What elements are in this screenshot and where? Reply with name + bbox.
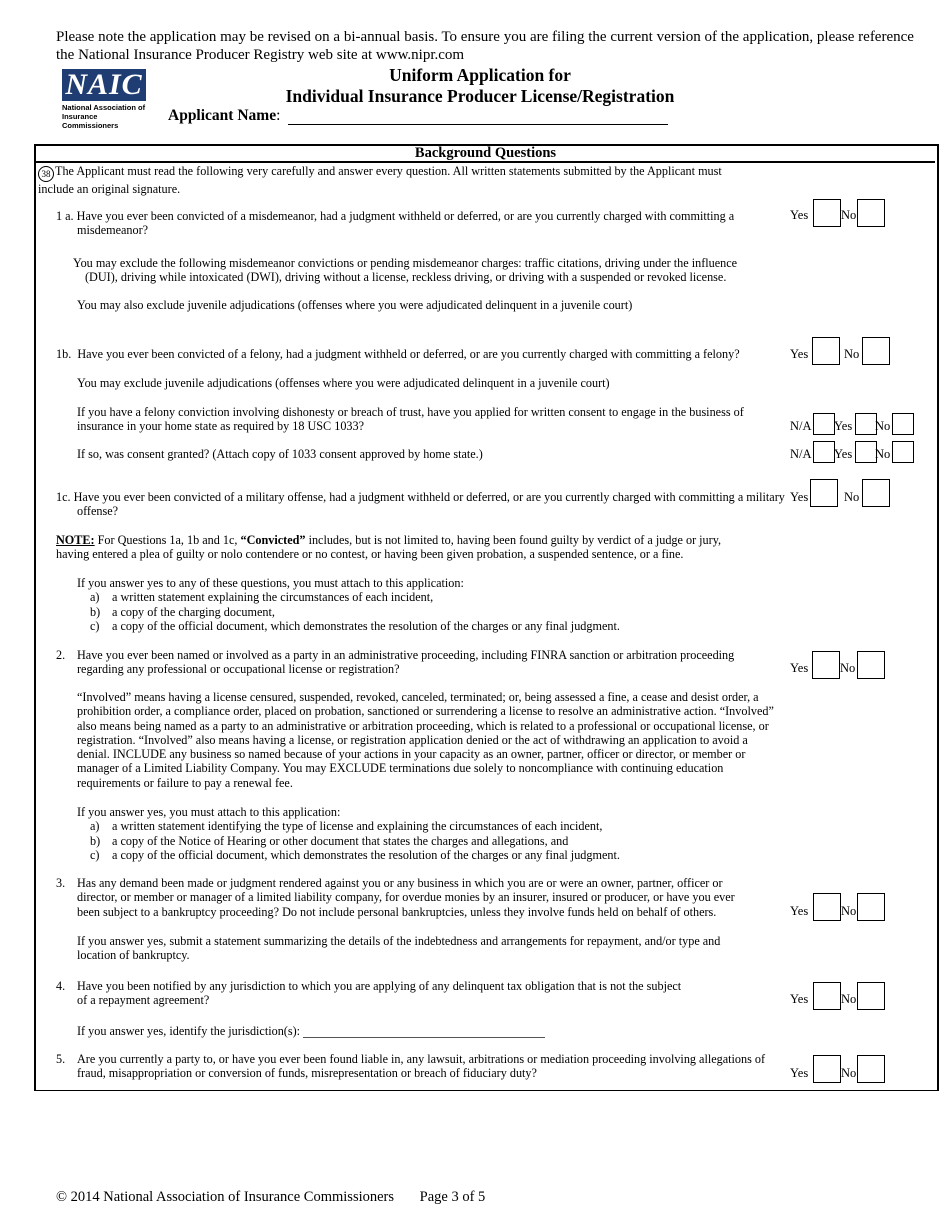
q1b-yes-checkbox[interactable] bbox=[812, 337, 840, 365]
list-item: a) a written statement explaining the circumstances of each incident, bbox=[90, 590, 434, 605]
yes-label: Yes bbox=[790, 208, 809, 222]
yes-label: Yes bbox=[790, 904, 809, 918]
jurisdiction-line[interactable] bbox=[303, 1026, 545, 1038]
attachment-list bbox=[90, 590, 767, 633]
q5-number: 5. bbox=[56, 1052, 66, 1066]
no-label: No bbox=[840, 661, 856, 675]
q2-attachments: If you answer yes, you must attach to this application: a) a written statement identifying the type of license and explaining the circumstances of each incident, b) a copy of the Notice of Hearing or other document that states the charges and allegations, and c) a copy of the official document, which demonstrates the resolution of the charges or any final judgment. bbox=[77, 805, 767, 862]
q1b-consent-na-checkbox[interactable] bbox=[813, 413, 835, 435]
question-1a: 1 a. Have you ever been convicted of a misdemeanor, had a judgment withheld or deferred, or are you currently charged with committing a misdemeanor? bbox=[56, 209, 735, 238]
q1b-no-checkbox[interactable] bbox=[862, 337, 890, 365]
no-label: No bbox=[875, 419, 891, 433]
q1a-yes-checkbox[interactable] bbox=[813, 199, 841, 227]
no-label: No bbox=[875, 447, 891, 461]
conviction-attachments: If you answer yes to any of these questions, you must attach to this application: a) a written statement explaining the circumstances of each incident, b) a copy of the charging document, c) a copy of the official document, which demonstrates the resolution of the charges or any final judgment. bbox=[77, 576, 767, 633]
question-3: Has any demand been made or judgment rendered against you or any business in which you are or were an owner, partner, officer or director, or member or manager of a limited liability company, for overdue monies by an insurer, insured or producer, or have you ever been subject to a bankruptcy proceeding? Do not include personal bankruptcies, unless they involve funds held on behalf of others. bbox=[77, 876, 735, 919]
yes-label: Yes bbox=[834, 447, 853, 461]
q1b-consent-granted: If so, was consent granted? (Attach copy of 1033 consent approved by home state.) bbox=[77, 447, 483, 461]
item-number-badge: 38 bbox=[38, 166, 54, 182]
q1a-no-checkbox[interactable] bbox=[857, 199, 885, 227]
question-4: Have you been notified by any jurisdiction to which you are applying of any delinquent tax obligation that is not the subject of a repayment agreement? bbox=[77, 979, 682, 1008]
no-label: No bbox=[841, 904, 857, 918]
conviction-note: NOTE: For Questions 1a, 1b and 1c, “Convicted” includes, but is not limited to, having been found guilty by verdict of a judge or jury, having entered a plea of guilty or nolo contendere or no contest, or having been given probation, a suspended sentence, or a fine. bbox=[56, 533, 722, 562]
page-number: Page 3 of 5 bbox=[419, 1189, 486, 1205]
applicant-name-line[interactable] bbox=[288, 110, 668, 125]
q1b-granted-yes-checkbox[interactable] bbox=[855, 441, 877, 463]
q1c-yes-checkbox[interactable] bbox=[810, 479, 838, 507]
copyright: © 2014 National Association of Insurance Commissioners bbox=[56, 1189, 395, 1205]
q1b-consent-question: If you have a felony conviction involving dishonesty or breach of trust, have you applied for written consent to engage in the business of insurance in your home state as required by 18 USC 1033? bbox=[77, 405, 744, 434]
q2-number: 2. bbox=[56, 648, 66, 662]
no-label: No bbox=[841, 208, 857, 222]
q1b-consent-yes-checkbox[interactable] bbox=[855, 413, 877, 435]
section-intro: 38 The Applicant must read the following very carefully and answer every question. All written statements submitted by the Applicant must include an original signature. bbox=[38, 164, 722, 197]
section-heading: Background Questions bbox=[36, 145, 935, 163]
q1a-exclusion-note: You may exclude the following misdemeanor convictions or pending misdemeanor charges: traffic citations, driving under the influence (DUI), driving while intoxicated (DWI), driving without a license, reckless driving, or driving with a suspended or revoked license. bbox=[73, 256, 738, 285]
q4-number: 4. bbox=[56, 979, 66, 993]
page-footer bbox=[56, 1189, 485, 1206]
q1a-juvenile-note: You may also exclude juvenile adjudications (offenses where you were adjudicated delinquent in a juvenile court) bbox=[77, 298, 633, 312]
form-title: Uniform Application for Individual Insurance Producer License/Registration bbox=[285, 65, 675, 106]
no-label: No bbox=[841, 992, 857, 1006]
q5-yes-checkbox[interactable] bbox=[813, 1055, 841, 1083]
na-label: N/A bbox=[790, 447, 812, 461]
list-item: b) a copy of the Notice of Hearing or other document that states the charges and allegations, and bbox=[90, 833, 569, 848]
yes-label: Yes bbox=[790, 661, 809, 675]
q4-yes-checkbox[interactable] bbox=[813, 982, 841, 1010]
revision-notice: Please note the application may be revised on a bi-annual basis. To ensure you are filing the current version of the application, please reference the National Insurance Producer Registry web site at www.nipr.com bbox=[56, 29, 914, 63]
list-item: c) a copy of the official document, which demonstrates the resolution of the charges or any final judgment. bbox=[90, 618, 620, 633]
yes-label: Yes bbox=[790, 347, 809, 361]
question-5: Are you currently a party to, or have you ever been found liable in, any lawsuit, arbitrations or mediation proceeding involving allegations of fraud, misappropriation or conversion of funds, misrepresentation or breach of fiduciary duty? bbox=[77, 1052, 766, 1081]
q4-no-checkbox[interactable] bbox=[857, 982, 885, 1010]
q1b-consent-no-checkbox[interactable] bbox=[892, 413, 914, 435]
question-2: Have you ever been named or involved as a party in an administrative proceeding, including FINRA sanction or arbitration proceeding regarding any professional or occupational license or registration? bbox=[77, 648, 735, 677]
q5-no-checkbox[interactable] bbox=[857, 1055, 885, 1083]
question-1c: 1c. Have you ever been convicted of a military offense, had a judgment withheld or deferred, or are you currently charged with committing a military offense? bbox=[56, 490, 785, 519]
yes-label: Yes bbox=[790, 1066, 809, 1080]
yes-label: Yes bbox=[834, 419, 853, 433]
no-label: No bbox=[844, 490, 860, 504]
q1b-granted-na-checkbox[interactable] bbox=[813, 441, 835, 463]
q2-yes-checkbox[interactable] bbox=[812, 651, 840, 679]
list-item: a) a written statement identifying the type of license and explaining the circumstances of each incident, bbox=[90, 819, 603, 834]
applicant-name-field[interactable]: Applicant Name: bbox=[168, 107, 668, 125]
jurisdiction-field[interactable]: If you answer yes, identify the jurisdiction(s): bbox=[77, 1024, 637, 1038]
q2-no-checkbox[interactable] bbox=[857, 651, 885, 679]
list-item: c) a copy of the official document, which demonstrates the resolution of the charges or any final judgment. bbox=[90, 847, 620, 862]
q1c-no-checkbox[interactable] bbox=[862, 479, 890, 507]
list-item: b) a copy of the charging document, bbox=[90, 604, 275, 619]
logo-subtitle: National Association of Insurance Commissioners bbox=[62, 103, 146, 130]
attachment-list bbox=[90, 819, 767, 862]
involved-definition: “Involved” means having a license censured, suspended, revoked, canceled, terminated; or, being assessed a fine, a cease and desist order, a prohibition order, a compliance order, placed on probation, sanctioned or surrendering a license to resolve an administrative action. “Involved” also means being named as a party to an administrative or arbitration proceeding, which is related to a professional or occupational license, or registration. “Involved” also means having a license, or registration application denied or the act of withdrawing an application to avoid a denial. INCLUDE any business so named because of your actions in your capacity as an owner, partner, officer or director, or member or manager of a Limited Liability Company. You may EXCLUDE terminations due solely to noncompliance with continuing education requirements or failure to pay a renewal fee. bbox=[77, 690, 774, 790]
logo-mark: NAIC bbox=[62, 69, 146, 101]
q1b-granted-no-checkbox[interactable] bbox=[892, 441, 914, 463]
yes-label: Yes bbox=[790, 490, 809, 504]
yes-label: Yes bbox=[790, 992, 809, 1006]
na-label: N/A bbox=[790, 419, 812, 433]
q3-note: If you answer yes, submit a statement summarizing the details of the indebtedness and arrangements for repayment, and/or type and location of bankruptcy. bbox=[77, 934, 721, 963]
question-1b: 1b. Have you ever been convicted of a felony, had a judgment withheld or deferred, or are you currently charged with committing a felony? bbox=[56, 347, 740, 361]
q1b-juvenile-note: You may exclude juvenile adjudications (offenses where you were adjudicated delinquent in a juvenile court) bbox=[77, 376, 610, 390]
q3-yes-checkbox[interactable] bbox=[813, 893, 841, 921]
q3-number: 3. bbox=[56, 876, 66, 890]
q3-no-checkbox[interactable] bbox=[857, 893, 885, 921]
no-label: No bbox=[841, 1066, 857, 1080]
naic-logo bbox=[62, 69, 148, 130]
no-label: No bbox=[844, 347, 860, 361]
